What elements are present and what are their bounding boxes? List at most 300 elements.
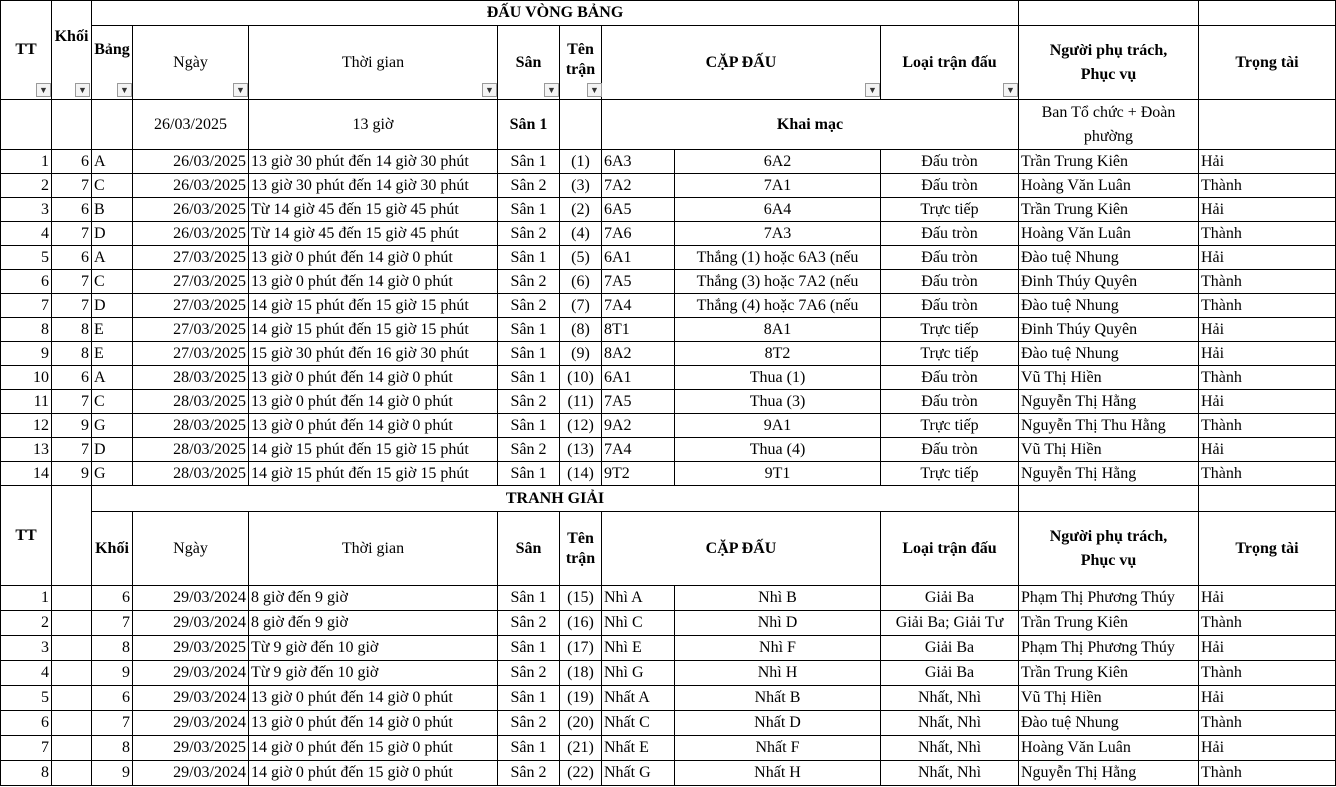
- finals-row-blank: [52, 611, 92, 636]
- finals-row-ten-tran[interactable]: (15): [560, 586, 602, 611]
- finals-row-doi-2[interactable]: Nhì F: [675, 636, 881, 661]
- finals-row-loai-tran[interactable]: Giải Ba: [881, 636, 1019, 661]
- finals-row-loai-tran[interactable]: Giải Ba: [881, 586, 1019, 611]
- group-row-san[interactable]: Sân 1: [498, 150, 560, 174]
- finals-row-loai-tran[interactable]: Nhất, Nhì: [881, 711, 1019, 736]
- group-row-ten-tran[interactable]: (2): [560, 198, 602, 222]
- group-row-nguoi-phu-trach[interactable]: Nguyễn Thị Hằng: [1019, 390, 1199, 414]
- group-row-thoi-gian[interactable]: 13 giờ 0 phút đến 14 giờ 0 phút: [249, 246, 498, 270]
- finals-title: TRANH GIẢI: [92, 486, 1019, 512]
- group-row-thoi-gian[interactable]: 13 giờ 0 phút đến 14 giờ 0 phút: [249, 270, 498, 294]
- finals-row-trong-tai[interactable]: Hải: [1199, 586, 1336, 611]
- dropdown-arrow-icon: ▼: [39, 85, 48, 95]
- group-row-loai-tran[interactable]: Trực tiếp: [881, 198, 1019, 222]
- group-row-doi-1[interactable]: 7A4: [602, 438, 675, 462]
- finals-row-trong-tai[interactable]: Thành: [1199, 761, 1336, 786]
- group-row-loai-tran[interactable]: Đấu tròn: [881, 294, 1019, 318]
- finals-row-trong-tai[interactable]: Hải: [1199, 686, 1336, 711]
- finals-header-blank: [1019, 486, 1199, 512]
- group-row-doi-2[interactable]: 8T2: [675, 342, 881, 366]
- finals-row-tt[interactable]: 7: [0, 736, 52, 761]
- header-trong-tai: Trọng tài: [1199, 26, 1336, 100]
- finals-row-doi-2[interactable]: Nhì H: [675, 661, 881, 686]
- finals-row-nguoi-phu-trach[interactable]: Phạm Thị Phương Thúy: [1019, 586, 1199, 611]
- opening-referee: [1199, 100, 1336, 150]
- group-row-loai-tran[interactable]: Đấu tròn: [881, 246, 1019, 270]
- group-row-thoi-gian[interactable]: 14 giờ 15 phút đến 15 giờ 15 phút: [249, 318, 498, 342]
- group-row-doi-1[interactable]: 6A1: [602, 246, 675, 270]
- finals-row-doi-1[interactable]: Nhất C: [602, 711, 675, 736]
- group-row-trong-tai[interactable]: Thành: [1199, 414, 1336, 438]
- group-row-thoi-gian[interactable]: 13 giờ 0 phút đến 14 giờ 0 phút: [249, 366, 498, 390]
- finals-row-khoi[interactable]: 8: [92, 736, 133, 761]
- finals-row-doi-2[interactable]: Nhì D: [675, 611, 881, 636]
- finals-row-ten-tran[interactable]: (18): [560, 661, 602, 686]
- group-row-doi-2[interactable]: 7A3: [675, 222, 881, 246]
- filter-button-4[interactable]: [233, 83, 248, 97]
- group-row-tt[interactable]: 10: [0, 366, 52, 390]
- filter-button-1[interactable]: [36, 83, 51, 97]
- finals-row-ten-tran[interactable]: (16): [560, 611, 602, 636]
- header-blank: [1019, 0, 1199, 26]
- group-row-khoi[interactable]: 7: [52, 174, 92, 198]
- group-row-nguoi-phu-trach[interactable]: Trần Trung Kiên: [1019, 150, 1199, 174]
- group-row-ngay[interactable]: 26/03/2025: [133, 174, 249, 198]
- filter-button-3[interactable]: [117, 83, 132, 97]
- finals-row-khoi[interactable]: 7: [92, 611, 133, 636]
- group-row-trong-tai[interactable]: Hải: [1199, 198, 1336, 222]
- finals-row-san[interactable]: Sân 2: [498, 761, 560, 786]
- group-row-san[interactable]: Sân 2: [498, 174, 560, 198]
- group-row-bang[interactable]: A: [92, 246, 133, 270]
- group-row-ten-tran[interactable]: (8): [560, 318, 602, 342]
- finals-row-ten-tran[interactable]: (22): [560, 761, 602, 786]
- group-row-san[interactable]: Sân 1: [498, 414, 560, 438]
- group-row-khoi[interactable]: 9: [52, 414, 92, 438]
- group-row-ngay[interactable]: 28/03/2025: [133, 390, 249, 414]
- group-row-doi-1[interactable]: 9A2: [602, 414, 675, 438]
- group-row-ten-tran[interactable]: (13): [560, 438, 602, 462]
- group-row-loai-tran[interactable]: Đấu tròn: [881, 390, 1019, 414]
- group-row-khoi[interactable]: 7: [52, 270, 92, 294]
- group-row-trong-tai[interactable]: Hải: [1199, 150, 1336, 174]
- finals-row-thoi-gian[interactable]: 14 giờ 0 phút đến 15 giờ 0 phút: [249, 761, 498, 786]
- group-row-ten-tran[interactable]: (5): [560, 246, 602, 270]
- group-row-doi-2[interactable]: Thua (1): [675, 366, 881, 390]
- group-row-loai-tran[interactable]: Đấu tròn: [881, 438, 1019, 462]
- group-row-san[interactable]: Sân 1: [498, 366, 560, 390]
- finals-row-blank: [52, 736, 92, 761]
- group-row-trong-tai[interactable]: Hải: [1199, 438, 1336, 462]
- group-row-doi-2[interactable]: Thua (4): [675, 438, 881, 462]
- finals-row-san[interactable]: Sân 1: [498, 586, 560, 611]
- group-row-tt[interactable]: 8: [0, 318, 52, 342]
- group-row-bang[interactable]: D: [92, 222, 133, 246]
- finals-row-loai-tran[interactable]: Nhất, Nhì: [881, 686, 1019, 711]
- finals-row-blank: [52, 686, 92, 711]
- group-row-nguoi-phu-trach[interactable]: Đào tuệ Nhung: [1019, 246, 1199, 270]
- finals-row-nguoi-phu-trach[interactable]: Trần Trung Kiên: [1019, 661, 1199, 686]
- group-row-nguoi-phu-trach[interactable]: Vũ Thị Hiền: [1019, 438, 1199, 462]
- group-row-bang[interactable]: C: [92, 390, 133, 414]
- finals-header-thoi-gian: Thời gian: [249, 512, 498, 586]
- opening-ceremony: Khai mạc: [602, 100, 1019, 150]
- group-row-thoi-gian[interactable]: 15 giờ 30 phút đến 16 giờ 30 phút: [249, 342, 498, 366]
- finals-row-thoi-gian[interactable]: Từ 9 giờ đến 10 giờ: [249, 636, 498, 661]
- finals-row-nguoi-phu-trach[interactable]: Đào tuệ Nhung: [1019, 711, 1199, 736]
- finals-row-loai-tran[interactable]: Giải Ba: [881, 661, 1019, 686]
- header-nguoi-phu-trach: Người phụ trách, Phục vụ: [1019, 26, 1199, 100]
- group-row-ngay[interactable]: 27/03/2025: [133, 318, 249, 342]
- finals-row-thoi-gian[interactable]: 8 giờ đến 9 giờ: [249, 586, 498, 611]
- finals-row-ngay[interactable]: 29/03/2025: [133, 636, 249, 661]
- group-row-ten-tran[interactable]: (11): [560, 390, 602, 414]
- group-row-doi-1[interactable]: 7A5: [602, 390, 675, 414]
- finals-row-san[interactable]: Sân 2: [498, 661, 560, 686]
- group-row-loai-tran[interactable]: Trực tiếp: [881, 414, 1019, 438]
- group-row-tt[interactable]: 13: [0, 438, 52, 462]
- filter-button-9[interactable]: [1003, 83, 1018, 97]
- finals-row-ten-tran[interactable]: (17): [560, 636, 602, 661]
- group-row-san[interactable]: Sân 2: [498, 438, 560, 462]
- group-row-loai-tran[interactable]: Trực tiếp: [881, 462, 1019, 486]
- group-row-ngay[interactable]: 26/03/2025: [133, 222, 249, 246]
- finals-header-ngay: Ngày: [133, 512, 249, 586]
- group-row-doi-2[interactable]: Thắng (4) hoặc 7A6 (nếu: [675, 294, 881, 318]
- group-row-bang[interactable]: A: [92, 366, 133, 390]
- group-row-san[interactable]: Sân 1: [498, 462, 560, 486]
- group-row-tt[interactable]: 11: [0, 390, 52, 414]
- finals-row-thoi-gian[interactable]: 13 giờ 0 phút đến 14 giờ 0 phút: [249, 711, 498, 736]
- finals-row-trong-tai[interactable]: Thành: [1199, 711, 1336, 736]
- group-row-bang[interactable]: D: [92, 438, 133, 462]
- group-row-tt[interactable]: 7: [0, 294, 52, 318]
- group-row-ngay[interactable]: 28/03/2025: [133, 438, 249, 462]
- finals-row-trong-tai[interactable]: Thành: [1199, 661, 1336, 686]
- group-row-bang[interactable]: G: [92, 414, 133, 438]
- group-row-tt[interactable]: 9: [0, 342, 52, 366]
- group-row-loai-tran[interactable]: Đấu tròn: [881, 270, 1019, 294]
- group-row-ngay[interactable]: 27/03/2025: [133, 294, 249, 318]
- group-row-tt[interactable]: 14: [0, 462, 52, 486]
- group-row-doi-1[interactable]: 6A1: [602, 366, 675, 390]
- finals-row-doi-2[interactable]: Nhất H: [675, 761, 881, 786]
- finals-row-thoi-gian[interactable]: 8 giờ đến 9 giờ: [249, 611, 498, 636]
- finals-header-blank: [52, 486, 92, 586]
- dropdown-arrow-icon: ▼: [590, 85, 599, 95]
- group-row-tt[interactable]: 6: [0, 270, 52, 294]
- group-row-san[interactable]: Sân 2: [498, 390, 560, 414]
- finals-row-doi-1[interactable]: Nhất A: [602, 686, 675, 711]
- finals-row-trong-tai[interactable]: Hải: [1199, 636, 1336, 661]
- group-row-ngay[interactable]: 28/03/2025: [133, 462, 249, 486]
- group-row-thoi-gian[interactable]: 13 giờ 0 phút đến 14 giờ 0 phút: [249, 414, 498, 438]
- group-row-doi-2[interactable]: Thắng (1) hoặc 6A3 (nếu: [675, 246, 881, 270]
- group-row-ten-tran[interactable]: (12): [560, 414, 602, 438]
- group-row-nguoi-phu-trach[interactable]: Nguyễn Thị Hằng: [1019, 462, 1199, 486]
- filter-button-2[interactable]: [75, 83, 90, 97]
- finals-row-nguoi-phu-trach[interactable]: Trần Trung Kiên: [1019, 611, 1199, 636]
- group-row-khoi[interactable]: 7: [52, 294, 92, 318]
- group-row-thoi-gian[interactable]: 13 giờ 30 phút đến 14 giờ 30 phút: [249, 150, 498, 174]
- group-row-doi-2[interactable]: Thắng (3) hoặc 7A2 (nếu: [675, 270, 881, 294]
- group-row-loai-tran[interactable]: Trực tiếp: [881, 318, 1019, 342]
- finals-row-doi-1[interactable]: Nhì A: [602, 586, 675, 611]
- group-row-ten-tran[interactable]: (7): [560, 294, 602, 318]
- group-stage-title: ĐẤU VÒNG BẢNG: [92, 0, 1019, 26]
- group-row-khoi[interactable]: 8: [52, 318, 92, 342]
- filter-button-7[interactable]: [587, 83, 602, 97]
- filter-button-6[interactable]: [544, 83, 559, 97]
- finals-row-ngay[interactable]: 29/03/2024: [133, 586, 249, 611]
- finals-row-thoi-gian[interactable]: Từ 9 giờ đến 10 giờ: [249, 661, 498, 686]
- group-row-doi-1[interactable]: 6A3: [602, 150, 675, 174]
- finals-row-doi-1[interactable]: Nhất E: [602, 736, 675, 761]
- group-row-trong-tai[interactable]: Thành: [1199, 294, 1336, 318]
- group-row-trong-tai[interactable]: Hải: [1199, 390, 1336, 414]
- finals-row-ten-tran[interactable]: (19): [560, 686, 602, 711]
- group-row-ngay[interactable]: 28/03/2025: [133, 366, 249, 390]
- finals-header-blank: [1199, 486, 1336, 512]
- group-row-loai-tran[interactable]: Đấu tròn: [881, 222, 1019, 246]
- group-row-bang[interactable]: B: [92, 198, 133, 222]
- group-row-tt[interactable]: 3: [0, 198, 52, 222]
- group-row-doi-2[interactable]: 7A1: [675, 174, 881, 198]
- group-row-trong-tai[interactable]: Hải: [1199, 246, 1336, 270]
- group-row-loai-tran[interactable]: Đấu tròn: [881, 366, 1019, 390]
- group-row-bang[interactable]: D: [92, 294, 133, 318]
- group-row-tt[interactable]: 4: [0, 222, 52, 246]
- group-row-khoi[interactable]: 6: [52, 246, 92, 270]
- group-row-thoi-gian[interactable]: 14 giờ 15 phút đến 15 giờ 15 phút: [249, 294, 498, 318]
- group-row-ten-tran[interactable]: (6): [560, 270, 602, 294]
- finals-row-ngay[interactable]: 29/03/2024: [133, 761, 249, 786]
- header-tt: TT: [0, 0, 52, 100]
- filter-button-5[interactable]: [482, 83, 497, 97]
- opening-tt: [0, 100, 52, 150]
- group-row-san[interactable]: Sân 2: [498, 270, 560, 294]
- finals-row-ngay[interactable]: 29/03/2024: [133, 686, 249, 711]
- finals-row-doi-2[interactable]: Nhất F: [675, 736, 881, 761]
- group-row-trong-tai[interactable]: Thành: [1199, 174, 1336, 198]
- dropdown-arrow-icon: ▼: [1006, 85, 1015, 95]
- group-row-doi-1[interactable]: 8T1: [602, 318, 675, 342]
- finals-row-tt[interactable]: 8: [0, 761, 52, 786]
- group-row-ten-tran[interactable]: (1): [560, 150, 602, 174]
- group-row-san[interactable]: Sân 2: [498, 294, 560, 318]
- finals-row-ngay[interactable]: 29/03/2024: [133, 661, 249, 686]
- group-row-khoi[interactable]: 6: [52, 198, 92, 222]
- finals-row-khoi[interactable]: 7: [92, 711, 133, 736]
- group-row-tt[interactable]: 12: [0, 414, 52, 438]
- group-row-trong-tai[interactable]: Hải: [1199, 318, 1336, 342]
- finals-row-nguoi-phu-trach[interactable]: Nguyễn Thị Hằng: [1019, 761, 1199, 786]
- finals-row-khoi[interactable]: 9: [92, 661, 133, 686]
- group-row-nguoi-phu-trach[interactable]: Đinh Thúy Quyên: [1019, 270, 1199, 294]
- group-row-bang[interactable]: A: [92, 150, 133, 174]
- group-row-trong-tai[interactable]: Thành: [1199, 462, 1336, 486]
- finals-row-ngay[interactable]: 29/03/2024: [133, 711, 249, 736]
- finals-row-san[interactable]: Sân 1: [498, 686, 560, 711]
- finals-row-loai-tran[interactable]: Nhất, Nhì: [881, 761, 1019, 786]
- group-row-khoi[interactable]: 7: [52, 222, 92, 246]
- group-row-nguoi-phu-trach[interactable]: Trần Trung Kiên: [1019, 198, 1199, 222]
- finals-row-ngay[interactable]: 29/03/2024: [133, 611, 249, 636]
- group-row-thoi-gian[interactable]: Từ 14 giờ 45 đến 15 giờ 45 phút: [249, 222, 498, 246]
- group-row-trong-tai[interactable]: Thành: [1199, 366, 1336, 390]
- group-row-ten-tran[interactable]: (10): [560, 366, 602, 390]
- group-row-trong-tai[interactable]: Hải: [1199, 342, 1336, 366]
- finals-row-san[interactable]: Sân 1: [498, 636, 560, 661]
- group-row-ngay[interactable]: 28/03/2025: [133, 414, 249, 438]
- finals-row-trong-tai[interactable]: Thành: [1199, 611, 1336, 636]
- finals-row-khoi[interactable]: 9: [92, 761, 133, 786]
- dropdown-arrow-icon: ▼: [868, 85, 877, 95]
- finals-row-tt[interactable]: 5: [0, 686, 52, 711]
- group-row-thoi-gian[interactable]: 14 giờ 15 phút đến 15 giờ 15 phút: [249, 438, 498, 462]
- group-row-nguoi-phu-trach[interactable]: Vũ Thị Hiền: [1019, 366, 1199, 390]
- group-row-doi-1[interactable]: 7A6: [602, 222, 675, 246]
- group-row-doi-2[interactable]: 9A1: [675, 414, 881, 438]
- group-row-tt[interactable]: 1: [0, 150, 52, 174]
- group-row-ten-tran[interactable]: (9): [560, 342, 602, 366]
- finals-row-blank: [52, 711, 92, 736]
- group-row-nguoi-phu-trach[interactable]: Hoàng Văn Luân: [1019, 174, 1199, 198]
- group-row-trong-tai[interactable]: Thành: [1199, 222, 1336, 246]
- finals-row-doi-2[interactable]: Nhất B: [675, 686, 881, 711]
- group-row-ten-tran[interactable]: (4): [560, 222, 602, 246]
- group-row-loai-tran[interactable]: Trực tiếp: [881, 342, 1019, 366]
- finals-row-ten-tran[interactable]: (20): [560, 711, 602, 736]
- group-row-san[interactable]: Sân 2: [498, 222, 560, 246]
- group-row-san[interactable]: Sân 1: [498, 198, 560, 222]
- group-row-khoi[interactable]: 8: [52, 342, 92, 366]
- group-row-nguoi-phu-trach[interactable]: Nguyễn Thị Thu Hằng: [1019, 414, 1199, 438]
- group-row-san[interactable]: Sân 1: [498, 342, 560, 366]
- header-thoi-gian: Thời gian: [249, 26, 498, 100]
- group-row-thoi-gian[interactable]: 13 giờ 0 phút đến 14 giờ 0 phút: [249, 390, 498, 414]
- group-row-nguoi-phu-trach[interactable]: Đào tuệ Nhung: [1019, 342, 1199, 366]
- group-row-loai-tran[interactable]: Đấu tròn: [881, 150, 1019, 174]
- group-row-doi-1[interactable]: 6A5: [602, 198, 675, 222]
- group-row-thoi-gian[interactable]: 13 giờ 30 phút đến 14 giờ 30 phút: [249, 174, 498, 198]
- finals-row-khoi[interactable]: 6: [92, 686, 133, 711]
- finals-row-nguoi-phu-trach[interactable]: Vũ Thị Hiền: [1019, 686, 1199, 711]
- finals-row-tt[interactable]: 1: [0, 586, 52, 611]
- group-row-san[interactable]: Sân 1: [498, 246, 560, 270]
- finals-row-nguoi-phu-trach[interactable]: Hoàng Văn Luân: [1019, 736, 1199, 761]
- finals-row-tt[interactable]: 3: [0, 636, 52, 661]
- group-row-nguoi-phu-trach[interactable]: Đào tuệ Nhung: [1019, 294, 1199, 318]
- finals-row-nguoi-phu-trach[interactable]: Phạm Thị Phương Thúy: [1019, 636, 1199, 661]
- group-row-khoi[interactable]: 7: [52, 390, 92, 414]
- group-row-ngay[interactable]: 27/03/2025: [133, 342, 249, 366]
- group-row-nguoi-phu-trach[interactable]: Đinh Thúy Quyên: [1019, 318, 1199, 342]
- group-row-nguoi-phu-trach[interactable]: Hoàng Văn Luân: [1019, 222, 1199, 246]
- filter-button-8[interactable]: [865, 83, 880, 97]
- group-row-ngay[interactable]: 26/03/2025: [133, 198, 249, 222]
- group-row-doi-2[interactable]: Thua (3): [675, 390, 881, 414]
- group-row-loai-tran[interactable]: Đấu tròn: [881, 174, 1019, 198]
- group-row-bang[interactable]: C: [92, 270, 133, 294]
- group-row-doi-1[interactable]: 8A2: [602, 342, 675, 366]
- group-row-doi-1[interactable]: 7A5: [602, 270, 675, 294]
- opening-organizer: Ban Tổ chức + Đoàn phường: [1019, 100, 1199, 150]
- group-row-ten-tran[interactable]: (3): [560, 174, 602, 198]
- group-row-thoi-gian[interactable]: 14 giờ 15 phút đến 15 giờ 15 phút: [249, 462, 498, 486]
- group-row-khoi[interactable]: 7: [52, 438, 92, 462]
- group-row-ngay[interactable]: 27/03/2025: [133, 246, 249, 270]
- group-row-ngay[interactable]: 26/03/2025: [133, 150, 249, 174]
- group-row-thoi-gian[interactable]: Từ 14 giờ 45 đến 15 giờ 45 phút: [249, 198, 498, 222]
- finals-row-ngay[interactable]: 29/03/2025: [133, 736, 249, 761]
- finals-row-tt[interactable]: 2: [0, 611, 52, 636]
- header-loai-tran: Loại trận đấu: [881, 26, 1019, 100]
- group-row-bang[interactable]: G: [92, 462, 133, 486]
- group-row-bang[interactable]: E: [92, 318, 133, 342]
- group-row-doi-2[interactable]: 6A2: [675, 150, 881, 174]
- group-row-khoi[interactable]: 9: [52, 462, 92, 486]
- finals-row-thoi-gian[interactable]: 14 giờ 0 phút đến 15 giờ 0 phút: [249, 736, 498, 761]
- header-khoi: Khối: [52, 0, 92, 100]
- finals-row-doi-1[interactable]: Nhất G: [602, 761, 675, 786]
- finals-row-tt[interactable]: 4: [0, 661, 52, 686]
- finals-row-blank: [52, 661, 92, 686]
- group-row-san[interactable]: Sân 1: [498, 318, 560, 342]
- group-row-ten-tran[interactable]: (14): [560, 462, 602, 486]
- finals-row-khoi[interactable]: 8: [92, 636, 133, 661]
- finals-row-doi-2[interactable]: Nhất D: [675, 711, 881, 736]
- group-row-bang[interactable]: E: [92, 342, 133, 366]
- group-row-doi-1[interactable]: 7A2: [602, 174, 675, 198]
- group-row-tt[interactable]: 2: [0, 174, 52, 198]
- finals-row-doi-1[interactable]: Nhì E: [602, 636, 675, 661]
- finals-row-trong-tai[interactable]: Hải: [1199, 736, 1336, 761]
- finals-row-doi-1[interactable]: Nhì C: [602, 611, 675, 636]
- dropdown-arrow-icon: ▼: [547, 85, 556, 95]
- finals-row-loai-tran[interactable]: Giải Ba; Giải Tư: [881, 611, 1019, 636]
- finals-row-doi-1[interactable]: Nhì G: [602, 661, 675, 686]
- group-row-ngay[interactable]: 27/03/2025: [133, 270, 249, 294]
- finals-row-blank: [52, 761, 92, 786]
- dropdown-arrow-icon: ▼: [120, 85, 129, 95]
- finals-header-khoi: Khối: [92, 512, 133, 586]
- group-row-khoi[interactable]: 6: [52, 150, 92, 174]
- group-row-trong-tai[interactable]: Thành: [1199, 270, 1336, 294]
- finals-row-khoi[interactable]: 6: [92, 586, 133, 611]
- group-row-doi-1[interactable]: 9T2: [602, 462, 675, 486]
- finals-header-trong-tai: Trọng tài: [1199, 512, 1336, 586]
- finals-row-san[interactable]: Sân 2: [498, 611, 560, 636]
- group-row-khoi[interactable]: 6: [52, 366, 92, 390]
- finals-row-san[interactable]: Sân 1: [498, 736, 560, 761]
- group-row-doi-2[interactable]: 6A4: [675, 198, 881, 222]
- group-row-doi-1[interactable]: 7A4: [602, 294, 675, 318]
- finals-row-ten-tran[interactable]: (21): [560, 736, 602, 761]
- finals-row-thoi-gian[interactable]: 13 giờ 0 phút đến 14 giờ 0 phút: [249, 686, 498, 711]
- group-row-doi-2[interactable]: 9T1: [675, 462, 881, 486]
- header-ten-tran: Tên trận: [560, 26, 602, 100]
- group-row-bang[interactable]: C: [92, 174, 133, 198]
- finals-row-doi-2[interactable]: Nhì B: [675, 586, 881, 611]
- finals-header-cap-dau: CẶP ĐẤU: [602, 512, 881, 586]
- finals-row-loai-tran[interactable]: Nhất, Nhì: [881, 736, 1019, 761]
- group-row-doi-2[interactable]: 8A1: [675, 318, 881, 342]
- finals-header-tt: TT: [0, 486, 52, 586]
- finals-row-san[interactable]: Sân 2: [498, 711, 560, 736]
- finals-row-tt[interactable]: 6: [0, 711, 52, 736]
- group-row-tt[interactable]: 5: [0, 246, 52, 270]
